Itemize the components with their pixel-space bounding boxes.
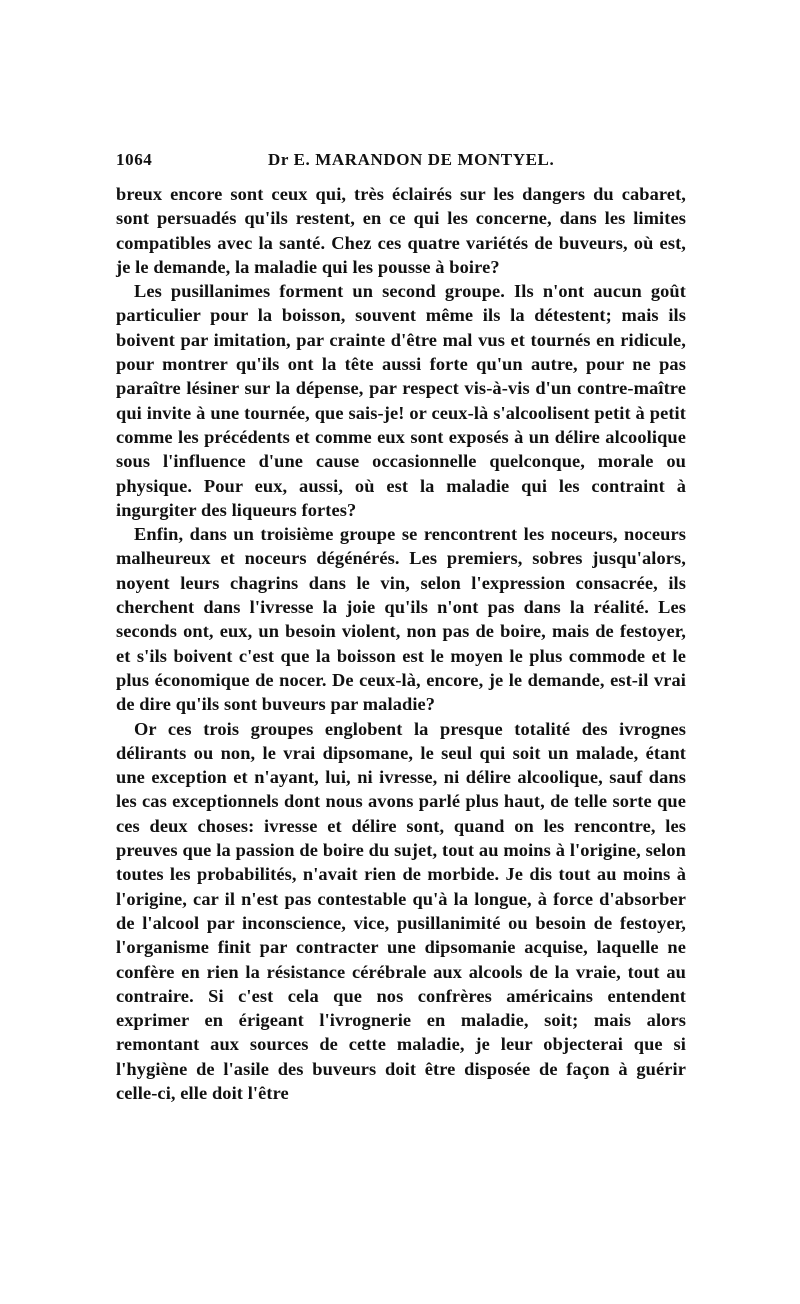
- paragraph-pusillanimes: Les pusillanimes forment un second groupe. Ils n'ont aucun goût particulier pour la boisson, souvent même ils la détestent; mais ils boivent par imitation, par crainte d'être mal vus et tournés en ridicule, pour montrer qu'ils ont la tête aussi forte qu'un autre, pour ne pas paraître lésiner sur la dépense, par respect vis-à-vis d'un contre-maître qui invite à une tournée, que sais-je! or ceux-là s'alcoolisent petit à petit comme les précédents et comme eux sont exposés à un délire alcoolique sous l'influence d'une cause occasionnelle quelconque, morale ou physique. Pour eux, aussi, où est la maladie qui les contraint à ingurgiter des liqueurs fortes?: [116, 281, 686, 520]
- paragraph-conclusion: Or ces trois groupes englobent la presque totalité des ivrognes délirants ou non, le vrai dipsomane, le seul qui soit un malade, étant une exception et n'ayant, lui, ni ivresse, ni délire alcoolique, sauf dans les cas exceptionnels dont nous avons parlé plus haut, de telle sorte que ces deux choses: ivresse et délire sont, quand on les rencontre, les preuves que la passion de boire du sujet, tout au moins à l'origine, selon toutes les probabilités, n'avait rien de morbide. Je dis tout au moins à l'origine, car il n'est pas contestable qu'à la longue, à force d'absorber de l'alcool par inconscience, vice, pusillanimité ou besoin de festoyer, l'organisme finit par contracter une dipsomanie acquise, laquelle ne confère en rien la résistance cérébrale aux alcools de la vraie, tout au contraire. Si c'est cela que nos confrères américains entendent exprimer en érigeant l'ivrognerie en maladie, soit; mais alors remontant aux sources de cette maladie, je leur objecterai que si l'hygiène de l'asile des buveurs doit être disposée de façon à guérir celle-ci, elle doit l'être: [116, 718, 686, 1103]
- paragraph-continued: breux encore sont ceux qui, très éclairés sur les dangers du cabaret, sont persuadés qu'ils restent, en ce qui les concerne, dans les limites compatibles avec la santé. Chez ces quatre variétés de buveurs, où est, je le demande, la maladie qui les pousse à boire?: [116, 184, 686, 277]
- page-number: 1064: [116, 150, 153, 169]
- running-header: [116, 150, 686, 174]
- paragraph-noceurs: Enfin, dans un troisième groupe se rencontrent les noceurs, noceurs malheureux et noceurs dégénérés. Les premiers, sobres jusqu'alors, noyent leurs chagrins dans le vin, selon l'expression consacrée, ils cherchent dans l'ivresse la joie qu'ils n'ont pas dans la réalité. Les seconds ont, eux, un besoin violent, non pas de boire, mais de festoyer, et s'ils boivent c'est que la boisson est le moyen le plus commode et le plus économique de nocer. De ceux-là, encore, je le demande, est-il vrai de dire qu'ils sont buveurs par maladie?: [116, 524, 686, 715]
- book-page: [116, 150, 686, 1105]
- body-text: [116, 182, 686, 1105]
- running-title: Dr E. MARANDON DE MONTYEL.: [268, 150, 555, 169]
